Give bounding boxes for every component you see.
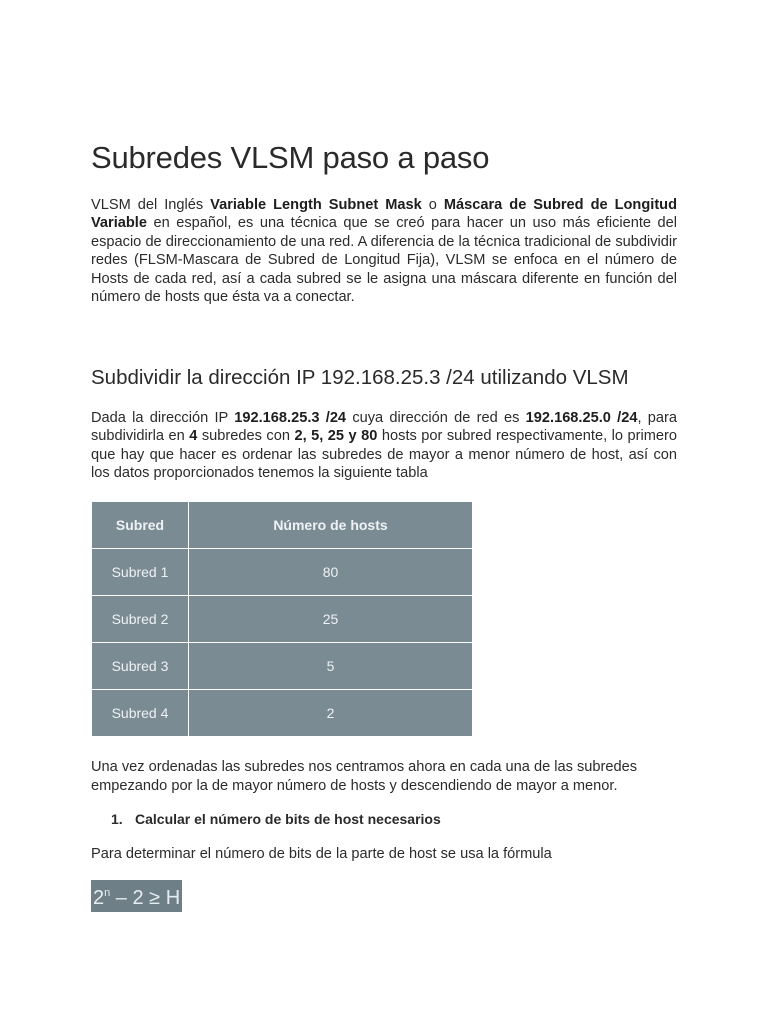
table-row xyxy=(92,596,473,643)
subnet-name-cell: Subred 1 xyxy=(92,549,189,596)
formula-intro-paragraph: Para determinar el número de bits de la parte de host se usa la fórmula xyxy=(91,846,552,862)
formula-base: 2 xyxy=(93,887,105,909)
problem-paragraph: Dada la dirección IP 192.168.25.3 /24 cuya dirección de red es 192.168.25.0 /24, para subdividirla en 4 subredes con 2, 5, 25 y 80 hosts por subred respectivamente, lo primero que hay que hacer es ordenar las subredes de mayor a menor número de host, así con los datos proporcionados tenemos la siguiente tabla xyxy=(91,410,677,482)
table-header-row xyxy=(92,502,473,549)
step-1-heading xyxy=(111,811,441,827)
host-count-cell: 80 xyxy=(189,549,473,596)
step-number: 1. xyxy=(111,811,123,827)
formula-rest: – 2 ≥ H xyxy=(110,887,181,909)
host-count-cell: 25 xyxy=(189,596,473,643)
table-row xyxy=(92,690,473,737)
subnets-table xyxy=(91,501,473,737)
host-count-cell: 2 xyxy=(189,690,473,737)
table-row xyxy=(92,643,473,690)
subnet-name-cell: Subred 3 xyxy=(92,643,189,690)
column-header-hosts: Número de hosts xyxy=(189,502,473,549)
section-title: Subdividir la dirección IP 192.168.25.3 /24 utilizando VLSM xyxy=(91,366,629,389)
after-table-paragraph: Una vez ordenadas las subredes nos centramos ahora en cada una de las subredes empezando por la de mayor número de hosts y descendiendo de mayor a menor. xyxy=(91,759,637,794)
page-title: Subredes VLSM paso a paso xyxy=(91,140,490,175)
subnet-name-cell: Subred 2 xyxy=(92,596,189,643)
host-count-cell: 5 xyxy=(189,643,473,690)
table-row xyxy=(92,549,473,596)
step-label: Calcular el número de bits de host necesarios xyxy=(135,811,441,827)
formula-box xyxy=(91,880,182,912)
intro-paragraph: VLSM del Inglés Variable Length Subnet Mask o Máscara de Subred de Longitud Variable en español, es una técnica que se creó para hacer un uso más eficiente del espacio de direccionamiento de una red. A diferencia de la técnica tradicional de subdividir redes (FLSM-Mascara de Subred de Longitud Fija), VLSM se enfoca en el número de Hosts de cada red, así a cada subred se le asigna una máscara diferente en función del número de hosts que ésta va a conectar. xyxy=(91,197,678,306)
subnet-name-cell: Subred 4 xyxy=(92,690,189,737)
column-header-subred: Subred xyxy=(92,502,189,549)
formula-exponent: n xyxy=(104,887,111,899)
